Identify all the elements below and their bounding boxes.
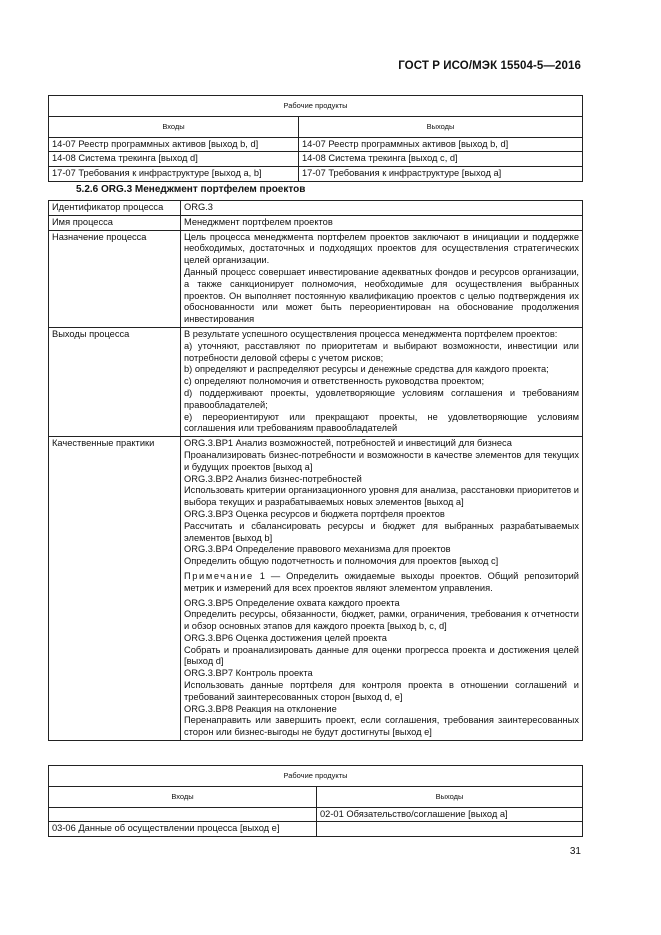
- table-row: [49, 167, 583, 182]
- table-row: [49, 215, 583, 230]
- table-row: [49, 201, 583, 216]
- inputs-header: Входы: [49, 116, 299, 137]
- outputs-label: Выходы процесса: [49, 327, 181, 436]
- output-cell: 14-08 Система трекинга [выход c, d]: [299, 152, 583, 167]
- purpose-value: [181, 230, 583, 327]
- table-row: [49, 230, 583, 327]
- practice-line: Проанализировать бизнес-потребности и возможности в качестве элементов для текущих и будущих проектов [выход a]: [184, 449, 579, 472]
- practice-line: Определить общую подотчетность и полномочия для проектов [выход c]: [184, 556, 499, 567]
- process-table: [48, 200, 583, 741]
- bottom-work-products-table: [48, 765, 583, 837]
- input-cell: 14-08 Система трекинга [выход d]: [49, 152, 299, 167]
- practice-line: Собрать и проанализировать данные для оценки прогресса проекта и достижения целей [выход d]: [184, 644, 579, 667]
- page-number: 31: [569, 846, 581, 857]
- purpose-paragraph: Цель процесса менеджмента портфелем проектов заключают в инициации и поддержке необходимых, достаточных и подходящих проектов для осуществления стратегических целей организации.: [184, 231, 579, 266]
- note: [184, 571, 579, 595]
- practices-label: Качественные практики: [49, 437, 181, 741]
- table-row: [49, 137, 583, 152]
- top-work-products-table: [48, 95, 583, 182]
- output-item: b) определяют и распределяют ресурсы и денежные средства для каждого проекта;: [184, 364, 549, 375]
- practice-line: ORG.3.BP1 Анализ возможностей, потребностей и инвестиций для бизнеса: [184, 438, 512, 449]
- inputs-header: Входы: [49, 786, 317, 807]
- work-products-title: Рабочие продукты: [49, 766, 583, 787]
- document-header: ГОСТ Р ИСО/МЭК 15504-5—2016: [398, 60, 581, 72]
- output-item: d) поддерживают проекты, удовлетворяющие условиям соглашения и требованиям правообладателей;: [184, 387, 579, 410]
- practice-line: Рассчитать и сбалансировать ресурсы и бюджет для выбранных разрабатываемых элементов [выход b]: [184, 520, 579, 543]
- input-cell: [49, 807, 317, 822]
- practice-line: Перенаправить или завершить проект, если соглашения, требования заинтересованных сторон или бизнес-выгоды не будут достигнуты [выход e]: [184, 715, 579, 738]
- table-row: [49, 327, 583, 436]
- output-cell: 14-07 Реестр программных активов [выход b, d]: [299, 137, 583, 152]
- purpose-label: Назначение процесса: [49, 230, 181, 327]
- output-item: e) переориентируют или прекращают проекты, не удовлетворяющие условиям соглашения или требованиям правообладателей: [184, 411, 579, 434]
- output-cell: 17-07 Требования к инфраструктуре [выход a]: [299, 167, 583, 182]
- input-cell: 17-07 Требования к инфраструктуре [выход a, b]: [49, 167, 299, 182]
- note-text: 1 — Определить ожидаемые выходы проектов. Общий репозиторий метрик и измерений для всех проектов являют элементом управления.: [184, 570, 579, 593]
- process-name-label: Имя процесса: [49, 215, 181, 230]
- practice-line: Определить ресурсы, обязанности, бюджет, рамки, ограничения, требования к отчетности и обзор основных этапов для каждого проекта [выход b, c, d]: [184, 609, 579, 632]
- practice-line: ORG.3.BP8 Реакция на отклонение: [184, 703, 337, 714]
- table-row: [49, 822, 583, 837]
- outputs-header: Выходы: [299, 116, 583, 137]
- practices-value: [181, 437, 583, 741]
- process-id-value: ORG.3: [181, 201, 583, 216]
- practice-line: ORG.3.BP6 Оценка достижения целей проекта: [184, 632, 387, 643]
- input-cell: 14-07 Реестр программных активов [выход b, d]: [49, 137, 299, 152]
- table-row: [49, 152, 583, 167]
- table-row: [49, 437, 583, 741]
- work-products-title: Рабочие продукты: [49, 96, 583, 117]
- outputs-header: Выходы: [317, 786, 583, 807]
- note-label: Примечание: [184, 570, 254, 581]
- practice-line: ORG.3.BP3 Оценка ресурсов и бюджета портфеля проектов: [184, 508, 445, 519]
- process-name-value: Менеджмент портфелем проектов: [181, 215, 583, 230]
- practice-line: ORG.3.BP4 Определение правового механизма для проектов: [184, 544, 451, 555]
- process-id-label: Идентификатор процесса: [49, 201, 181, 216]
- section-title: 5.2.6 ORG.3 Менеджмент портфелем проектов: [76, 184, 306, 195]
- practice-line: ORG.3.BP2 Анализ бизнес-потребностей: [184, 473, 362, 484]
- output-item: а) уточняют, расставляют по приоритетам и выбирают возможности, инвестиции или потребности деловой сферы с учетом рисков;: [184, 340, 579, 363]
- table-row: [49, 807, 583, 822]
- practice-line: ORG.3.BP7 Контроль проекта: [184, 668, 313, 679]
- practice-line: ORG.3.BP5 Определение охвата каждого проекта: [184, 597, 400, 608]
- output-item: В результате успешного осуществления процесса менеджмента портфелем проектов:: [184, 328, 558, 339]
- practice-line: Использовать критерии организационного уровня для анализа, расстановки приоритетов и выбора текущих и разрабатываемых новых элементов [выход a]: [184, 485, 579, 508]
- input-cell: 03-06 Данные об осуществлении процесса [выход e]: [49, 822, 317, 837]
- output-cell: [317, 822, 583, 837]
- practice-line: Использовать данные портфеля для контроля проекта в отношении соглашений и требований заинтересованных сторон [выход d, e]: [184, 680, 579, 702]
- purpose-paragraph: Данный процесс совершает инвестирование адекватных фондов и ресурсов организации, а также санкционирует полномочия, необходимые для осуществления выбранных проектов. Он выполняет постоянную квалификацию проектов с целью подтверждения их обоснованности или может быть переориентирован на обоснование продолжения инвестирования: [184, 266, 579, 325]
- output-item: c) определяют полномочия и ответственность руководства проектом;: [184, 376, 485, 387]
- output-cell: 02-01 Обязательство/соглашение [выход a]: [317, 807, 583, 822]
- outputs-value: [181, 327, 583, 436]
